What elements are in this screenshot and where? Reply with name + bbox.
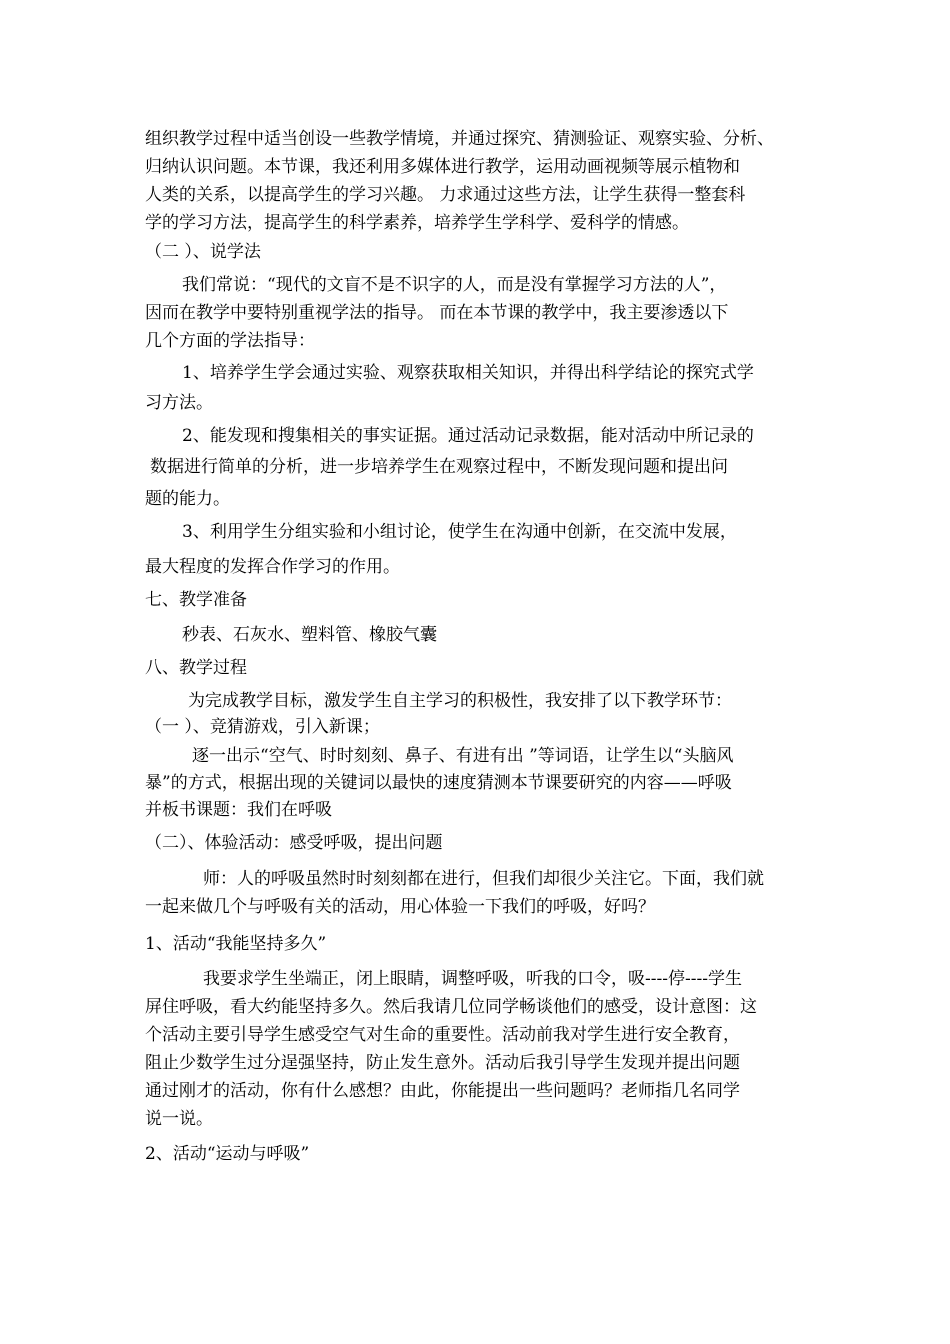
paragraph-line: 个活动主要引导学生感受空气对生命的重要性。活动前我对学生进行安全教育， (145, 1025, 740, 1045)
paragraph-line: 一起来做几个与呼吸有关的活动，用心体验一下我们的呼吸，好吗？ (145, 897, 655, 917)
paragraph-line: 归纳认识问题。本节课，我还利用多媒体进行教学，运用动画视频等展示植物和 (145, 157, 740, 177)
paragraph-line: 因而在教学中要特别重视学法的指导。 而在本节课的教学中，我主要渗透以下 (145, 303, 729, 323)
list-item-line: 3、利用学生分组实验和小组讨论，使学生在沟通中创新，在交流中发展， (182, 522, 737, 542)
paragraph-line: 说一说。 (145, 1109, 213, 1129)
paragraph-line: 阻止少数学生过分逞强坚持，防止发生意外。活动后我引导学生发现并提出问题 (145, 1053, 740, 1073)
paragraph-line: 屏住呼吸，看大约能坚持多久。然后我请几位同学畅谈他们的感受，设计意图：这 (145, 997, 757, 1017)
list-item-line: 题的能力。 (145, 489, 230, 509)
paragraph-line: 逐一出示“空气、时时刻刻、鼻子、有进有出 ”等词语，让学生以“头脑风 (192, 746, 734, 766)
paragraph-line: 通过刚才的活动，你有什么感想？由此，你能提出一些问题吗？老师指几名同学 (145, 1081, 740, 1101)
paragraph-line: 暴”的方式，根据出现的关键词以最快的速度猜测本节课要研究的内容——呼吸 (145, 773, 732, 793)
paragraph-line: 师：人的呼吸虽然时时刻刻都在进行，但我们却很少关注它。下面，我们就 (203, 869, 764, 889)
subsection-heading: （一 ）、竞猜游戏，引入新课； (145, 717, 380, 737)
paragraph-line: 为完成教学目标，激发学生自主学习的积极性，我安排了以下教学环节： (188, 691, 732, 711)
activity-heading: 1、活动“我能坚持多久” (145, 934, 327, 954)
paragraph-line: 人类的关系，以提高学生的学习兴趣。 力求通过这些方法，让学生获得一整套科 (145, 185, 746, 205)
paragraph-line: 我要求学生坐端正，闭上眼睛，调整呼吸，听我的口令，吸----停----学生 (203, 969, 742, 989)
subsection-heading: （二）、体验活动：感受呼吸，提出问题 (145, 833, 443, 853)
section-heading: 八、教学过程 (145, 658, 247, 678)
paragraph-line: 秒表、石灰水、塑料管、橡胶气囊 (182, 625, 437, 645)
list-item-line: 1、培养学生学会通过实验、观察获取相关知识，并得出科学结论的探究式学 (182, 363, 754, 383)
paragraph-line: 学的学习方法，提高学生的科学素养，培养学生学科学、爱科学的情感。 (145, 213, 689, 233)
section-heading: 七、教学准备 (145, 590, 247, 610)
paragraph-line: 我们常说：“现代的文盲不是不识字的人，而是没有掌握学习方法的人”， (182, 275, 727, 295)
list-item-line: 习方法。 (145, 393, 213, 413)
paragraph-line: 组织教学过程中适当创设一些教学情境，并通过探究、猜测验证、观察实验、分析、 (145, 129, 774, 149)
paragraph-line: 几个方面的学法指导： (145, 331, 315, 351)
activity-heading: 2、活动“运动与呼吸” (145, 1144, 310, 1164)
section-heading: （二 ）、说学法 (145, 242, 261, 262)
list-item-line: 2、能发现和搜集相关的事实证据。通过活动记录数据，能对活动中所记录的 (182, 426, 754, 446)
list-item-line: 数据进行简单的分析，进一步培养学生在观察过程中，不断发现问题和提出问 (150, 457, 728, 477)
list-item-line: 最大程度的发挥合作学习的作用。 (145, 557, 400, 577)
paragraph-line: 并板书课题：我们在呼吸 (145, 800, 332, 820)
